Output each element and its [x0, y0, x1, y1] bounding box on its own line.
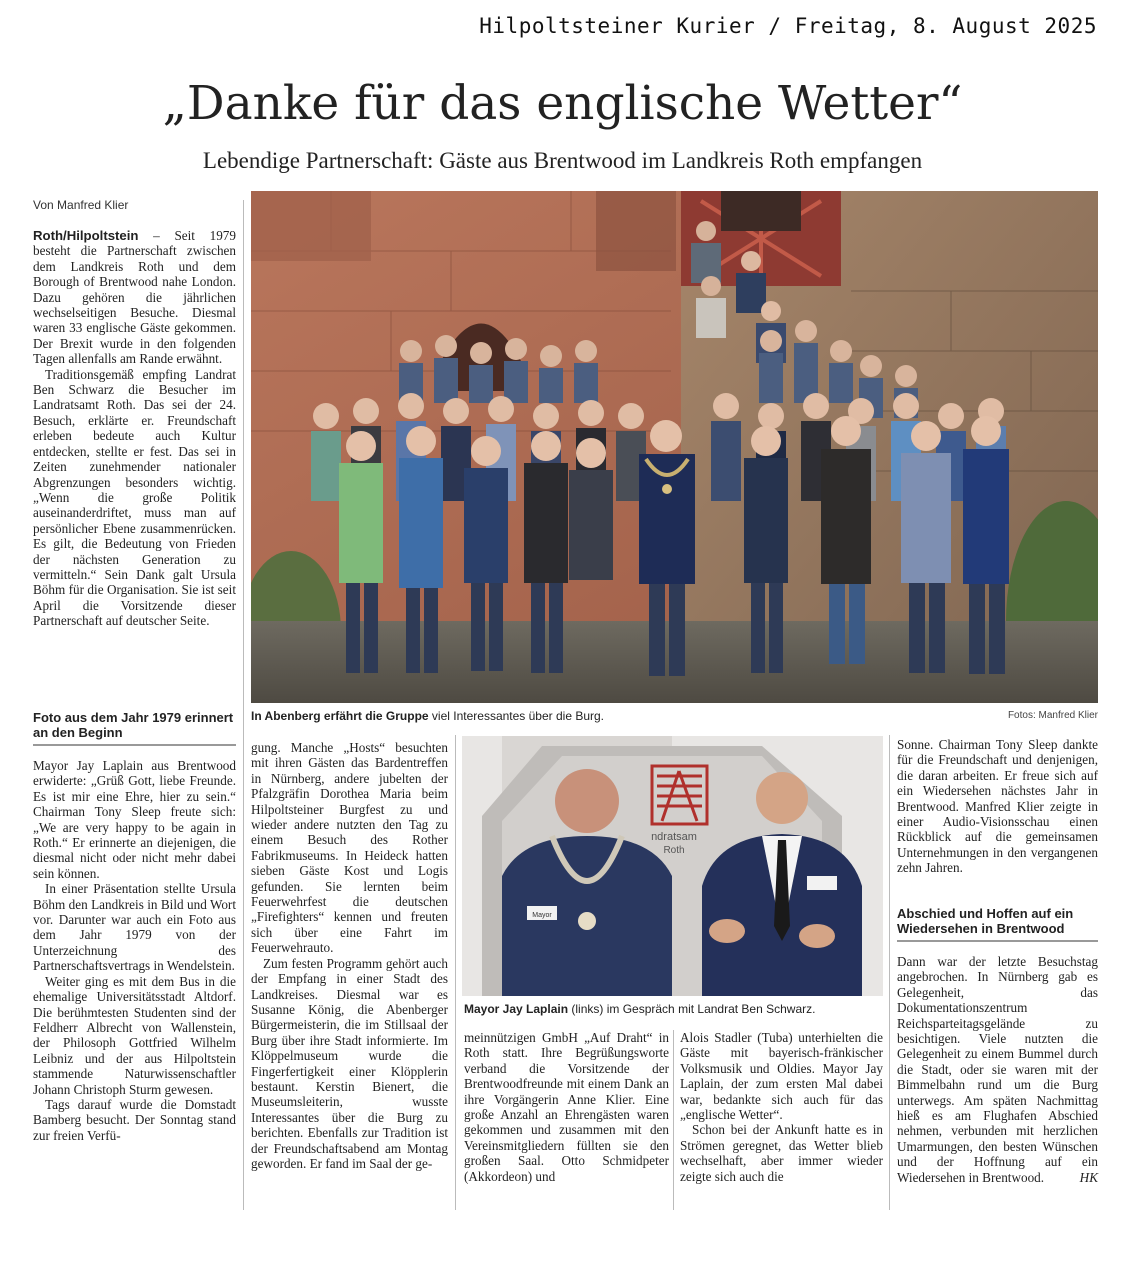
article-byline: Von Manfred Klier — [33, 198, 129, 212]
text-column-3 — [464, 1030, 669, 1184]
paragraph: Alois Stadler (Tuba) unterhielten die Gäste mit bayerisch-fränkischer Volksmusik und Oldies. Mayor Jay Laplain, der zum ersten Mal dabei war, bedankte sich auch für das „englische Wetter“. — [680, 1030, 883, 1123]
paragraph: Traditionsgemäß empfing Landrat Ben Schwarz die Besucher im Landratsamt Roth. Das sei der 24. Besuch, erklärte er. Freundschaft erleben bedeute auch Kultur entdecken, stellte er fest. Das sei in Zeiten zunehmender nationaler Abgrenzungen besonders wichtig. „Wenn die große Politik auseinanderdriftet, muss man auf persönlicher Ebene zusammenrücken. Es gilt, die Bedeutung von Frieden der nächsten Generation zu vermitteln.“ Sein Dank galt Ursula Böhm für die Organisation. Sie ist seit April die Vorsitzende dieser Partnerschaft auf deutscher Seite. — [33, 366, 236, 629]
column-divider — [889, 735, 890, 1210]
photo-caption-meeting: Mayor Jay Laplain (links) im Gespräch mit Landrat Ben Schwarz. — [464, 1002, 816, 1016]
column-divider — [455, 735, 456, 1210]
text-column-4 — [680, 1030, 883, 1184]
paragraph: meinnützigen GmbH „Auf Draht“ in Roth statt. Ihre Begrüßungsworte verband die Vorsitzende der Brentwoodfreunde mit einem Dank an ihre Vorgängerin Anne Klier. Eine große Anzahl an Ehrengästen waren gekommen und zusammen mit den Vereinsmitgliedern füllten sie den großen Saal. Otto Schmidpeter (Akkordeon) und — [464, 1030, 669, 1184]
sign-text-2: Roth — [663, 845, 685, 856]
photo-caption-main: In Abenberg erfährt die Gruppe viel Interessantes über die Burg. — [251, 709, 605, 723]
text-column-1b — [33, 758, 236, 1143]
group-photo — [251, 191, 1098, 703]
column-divider — [673, 1030, 674, 1210]
text-column-1 — [33, 228, 236, 629]
paragraph: Mayor Jay Laplain aus Brentwood erwiderte: „Grüß Gott, liebe Freunde. Es ist mir eine Ehre, hier zu sein.“ Chairman Tony Sleep freute sich: „We are very happy to be again in Roth.“ Er erinnerte an diejenigen, die diesmal nicht oder nicht mehr dabei sein können. — [33, 758, 236, 881]
text-column-5 — [897, 737, 1098, 876]
paragraph: Schon bei der Ankunft hatte es in Strömen geregnet, das Wetter blieb wechselhaft, aber immer wieder zeigte sich auch die — [680, 1122, 883, 1184]
paragraph: gung. Manche „Hosts“ besuchten mit ihren Gästen das Bardentreffen in Nürnberg, andere jubelten der Pfalzgräfin Dorothea Maria beim Hilpoltsteiner Burgfest zu und wieder andere nutzten den Tag zu einem Besuch des Rother Fabrikmuseums. In Heideck hatten sieben Gäste Kost und Logis gefunden. Sie lernten beim Feuerwehrfest die deutschen „Firefighters“ kennen und freuten sich über eine Fahrt im Feuerwehrauto. — [251, 740, 448, 956]
paragraph: Roth/Hilpoltstein – Seit 1979 besteht die Partnerschaft zwischen dem Landkreis Roth und dem Borough of Brentwood nahe London. Dazu gehören die jährlichen wechselseitigen Besuche. Diesmal waren 33 englische Gäste gekommen. Der Brexit wurde in den folgenden Tagen allenfalls am Rande erwähnt. — [33, 228, 236, 367]
paragraph: Tags darauf wurde die Domstadt Bamberg besucht. Der Sonntag stand zur freien Verfü- — [33, 1096, 236, 1143]
paragraph: Sonne. Chairman Tony Sleep dankte für die Freundschaft und denjenigen, die daran arbeiten. Er freue sich auf ein Wiedersehen nächstes Jahr in Brentwood. Manfred Klier zeigte in einer Audio-Visionsschau einen Rückblick auf die gemeinsamen Unternehmungen in den vergangenen zehn Jahren. — [897, 737, 1098, 876]
text-column-5b — [897, 954, 1098, 1186]
newspaper-source-line: Hilpoltsteiner Kurier / Freitag, 8. August 2025 — [479, 14, 1097, 38]
paragraph: Dann war der letzte Besuchstag angebrochen. In Nürnberg gab es Gelegenheit, das Dokumentationszentrum Reichsparteitagsgelände zu besichtigen. Viele nutzten die Gelegenheit zu einem Bummel durch die Stadt, oder sie waren mit der Bimmelbahn rund um die Burg unterwegs. Am späten Nachmittag hieß es am Flughafen Abschied nehmen, verbunden mit herzlichen Umarmungen, den besten Wünschen und der Hoffnung auf ein Wiedersehen in Brentwood. — [897, 954, 1098, 1185]
paragraph: Zum festen Programm gehört auch der Empfang in einer Stadt des Landkreises. Diesmal war es Susanne König, die Abenberger Bürgermeisterin, die im Stillsaal der Burg über ihre Stadt informierte. Im Klöppelmuseum wurde die Fingerfertigkeit einer Klöpplerin bestaunt. Kerstin Bienert, die Museumsleiterin, wusste Interessantes über die Burg zu berichten. Ebenfalls zur Tradition ist der Freundschaftsabend am Montag geworden. Er fand im Saal der ge- — [251, 955, 448, 1171]
author-initials: HK — [1079, 1170, 1098, 1186]
photo-credit: Fotos: Manfred Klier — [1007, 710, 1098, 721]
sub-heading-farewell: Abschied und Hoffen auf ein Wiedersehen in Brentwood — [897, 906, 1098, 942]
dateline: Roth/Hilpoltstein — [33, 228, 139, 243]
paragraph: In einer Präsentation stellte Ursula Böhm den Landkreis in Bild und Wort vor. Darunter war auch ein Foto aus dem Jahr 1979 von der Unterzeichnung des Partnerschaftsvertrags in Wendelstein. — [33, 881, 236, 974]
paragraph: Weiter ging es mit dem Bus in die ehemalige Universitätsstadt Altdorf. Die berühmtesten Studenten sind der Feldherr Albrecht von Wallenstein, der Philosoph Gottfried Wilhelm Leibniz und der aus Hilpoltstein stammende Naturwissenschaftler Johann Christoph Sturm gewesen. — [33, 973, 236, 1097]
article-headline: „Danke für das englische Wetter“ — [162, 76, 963, 131]
sub-heading-1979: Foto aus dem Jahr 1979 erinnert an den Beginn — [33, 710, 236, 746]
meeting-photo — [462, 736, 883, 996]
article-subheadline: Lebendige Partnerschaft: Gäste aus Brentwood im Landkreis Roth empfangen — [202, 148, 923, 173]
group-photo-image — [251, 191, 1098, 703]
column-divider — [243, 200, 244, 1210]
text-column-2 — [251, 740, 448, 1171]
name-badge-text: Mayor — [532, 912, 552, 919]
sign-text-1: ndratsam — [651, 831, 697, 843]
meeting-photo-image — [462, 736, 883, 996]
